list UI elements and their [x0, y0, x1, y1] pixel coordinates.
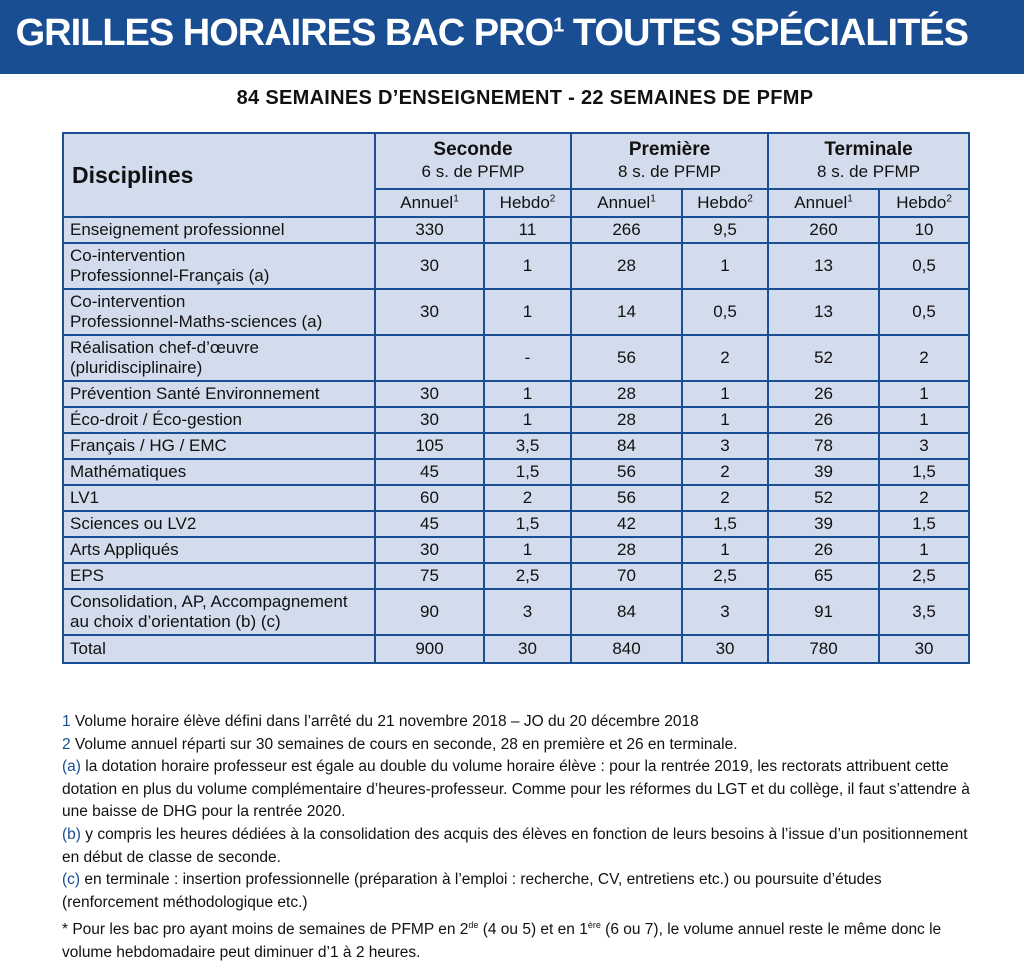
- annuel-cell: 45: [375, 459, 484, 485]
- hebdo-cell: 3: [682, 433, 768, 459]
- annuel-cell: 78: [768, 433, 879, 459]
- table-row: [63, 589, 969, 635]
- table-row: [63, 243, 969, 289]
- disciplines-header: Disciplines: [63, 133, 375, 217]
- annuel-cell: 26: [768, 537, 879, 563]
- hebdo-cell: 10: [879, 217, 969, 243]
- hebdo-cell: 1: [682, 407, 768, 433]
- hebdo-cell: 3,5: [879, 589, 969, 635]
- footnote: (b) y compris les heures dédiées à la consolidation des acquis des élèves en fonction de leurs besoins à l’issue d’un positionnement en début de classe de seconde.: [62, 825, 968, 866]
- annuel-cell: 900: [375, 635, 484, 663]
- annuel-cell: 91: [768, 589, 879, 635]
- annuel-cell: 56: [571, 335, 682, 381]
- hebdo-cell: 1: [682, 381, 768, 407]
- hebdo-cell: 2: [484, 485, 571, 511]
- hebdo-cell: 1,5: [879, 459, 969, 485]
- annuel-cell: 330: [375, 217, 484, 243]
- hebdo-cell: 0,5: [682, 289, 768, 335]
- discipline-label: Français / HG / EMC: [63, 433, 375, 459]
- table-row: [63, 433, 969, 459]
- hebdo-cell: 1: [879, 537, 969, 563]
- annuel-cell: 105: [375, 433, 484, 459]
- hebdo-cell: 2: [682, 485, 768, 511]
- annuel-cell: 30: [375, 537, 484, 563]
- hebdo-cell: 30: [682, 635, 768, 663]
- level-header-seconde: Seconde 6 s. de PFMP: [375, 133, 571, 189]
- discipline-label: Total: [63, 635, 375, 663]
- annuel-cell: 14: [571, 289, 682, 335]
- annuel-header: Annuel$^1$: [768, 189, 879, 217]
- discipline-label: LV1: [63, 485, 375, 511]
- table-row: [63, 407, 969, 433]
- annuel-cell: 28: [571, 243, 682, 289]
- hebdo-cell: 1: [682, 243, 768, 289]
- hebdo-cell: 1: [879, 381, 969, 407]
- annuel-cell: [375, 335, 484, 381]
- annuel-cell: 13: [768, 243, 879, 289]
- hebdo-cell: 1,5: [484, 511, 571, 537]
- hebdo-cell: -: [484, 335, 571, 381]
- hebdo-header: Hebdo$^2$: [484, 189, 571, 217]
- annuel-cell: 39: [768, 511, 879, 537]
- hebdo-cell: 30: [879, 635, 969, 663]
- hebdo-cell: 1: [484, 243, 571, 289]
- discipline-label: Sciences ou LV2: [63, 511, 375, 537]
- page-title: GRILLES HORAIRES BAC PRO$^1$ TOUTES SPÉCIALITÉS: [15, 12, 968, 54]
- discipline-label: EPS: [63, 563, 375, 589]
- annuel-cell: 780: [768, 635, 879, 663]
- hebdo-cell: 1,5: [682, 511, 768, 537]
- table-row: [63, 289, 969, 335]
- annuel-cell: 52: [768, 335, 879, 381]
- annuel-header: Annuel$^1$: [571, 189, 682, 217]
- title-banner: [0, 0, 1024, 74]
- discipline-label: Mathématiques: [63, 459, 375, 485]
- hebdo-cell: 2: [682, 459, 768, 485]
- hebdo-cell: 2,5: [682, 563, 768, 589]
- level-header-premiere: Première 8 s. de PFMP: [571, 133, 768, 189]
- hebdo-cell: 1,5: [484, 459, 571, 485]
- table-row: [63, 537, 969, 563]
- hebdo-cell: 30: [484, 635, 571, 663]
- hebdo-cell: 3: [682, 589, 768, 635]
- timetable-grid: [62, 132, 970, 664]
- page-subtitle: 84 SEMAINES D’ENSEIGNEMENT - 22 SEMAINES DE PFMP: [236, 87, 814, 109]
- total-row: [63, 635, 969, 663]
- hebdo-cell: 2: [682, 335, 768, 381]
- level-header-terminale: Terminale 8 s. de PFMP: [768, 133, 969, 189]
- annuel-cell: 26: [768, 407, 879, 433]
- table-row: [63, 459, 969, 485]
- discipline-label: Co-intervention Professionnel-Français (a): [63, 243, 375, 289]
- table-row: [63, 485, 969, 511]
- annuel-cell: 42: [571, 511, 682, 537]
- annuel-cell: 260: [768, 217, 879, 243]
- hebdo-cell: 3: [484, 589, 571, 635]
- hebdo-header: Hebdo$^2$: [682, 189, 768, 217]
- annuel-cell: 84: [571, 433, 682, 459]
- annuel-cell: 75: [375, 563, 484, 589]
- discipline-label: Réalisation chef-d’œuvre (pluridisciplinaire): [63, 335, 375, 381]
- table-row: [63, 217, 969, 243]
- annuel-cell: 70: [571, 563, 682, 589]
- footnote: (c) en terminale : insertion professionnelle (préparation à l’emploi : recherche, CV, entretiens etc.) ou poursuite d’études (renforcement méthodologique etc.): [62, 871, 882, 911]
- discipline-label: Co-intervention Professionnel-Maths-sciences (a): [63, 289, 375, 335]
- hebdo-cell: 1: [484, 537, 571, 563]
- annuel-cell: 30: [375, 407, 484, 433]
- annuel-cell: 45: [375, 511, 484, 537]
- annuel-cell: 60: [375, 485, 484, 511]
- annuel-cell: 84: [571, 589, 682, 635]
- annuel-cell: 56: [571, 459, 682, 485]
- footnote-star: * Pour les bac pro ayant moins de semaines de PFMP en 2de (4 ou 5) et en 1ère (6 ou 7), le volume annuel reste le même donc le volume hebdomadaire peut diminuer d’1 à 2 heures.: [62, 920, 942, 962]
- table-row: [63, 381, 969, 407]
- annuel-cell: 65: [768, 563, 879, 589]
- discipline-label: Consolidation, AP, Accompagnement au choix d’orientation (b) (c): [63, 589, 375, 635]
- footnotes: [62, 711, 982, 965]
- hebdo-cell: 1: [682, 537, 768, 563]
- footnote: (a) la dotation horaire professeur est égale au double du volume horaire élève : pour la rentrée 2019, les rectorats attribuent cette dotation en plus du volume complémentaire d’heures-professeur. Comme pour les réformes du LGT et du collège, il faut s’attendre à une baisse de DHG pour la rentrée 2020.: [62, 758, 970, 821]
- annuel-cell: 30: [375, 243, 484, 289]
- footnote: 1 Volume horaire élève défini dans l’arrêté du 21 novembre 2018 – JO du 20 décembre 2018: [62, 713, 699, 730]
- annuel-cell: 30: [375, 289, 484, 335]
- annuel-header: Annuel$^1$: [375, 189, 484, 217]
- discipline-label: Éco-droit / Éco-gestion: [63, 407, 375, 433]
- annuel-cell: 28: [571, 537, 682, 563]
- hebdo-cell: 11: [484, 217, 571, 243]
- annuel-cell: 266: [571, 217, 682, 243]
- discipline-label: Arts Appliqués: [63, 537, 375, 563]
- discipline-label: Prévention Santé Environnement: [63, 381, 375, 407]
- table-row: [63, 563, 969, 589]
- annuel-cell: 39: [768, 459, 879, 485]
- hebdo-cell: 0,5: [879, 289, 969, 335]
- hebdo-cell: 3: [879, 433, 969, 459]
- hebdo-header: Hebdo$^2$: [879, 189, 969, 217]
- annuel-cell: 30: [375, 381, 484, 407]
- annuel-cell: 13: [768, 289, 879, 335]
- hebdo-cell: 1: [484, 381, 571, 407]
- annuel-cell: 840: [571, 635, 682, 663]
- annuel-cell: 28: [571, 407, 682, 433]
- hebdo-cell: 2,5: [484, 563, 571, 589]
- annuel-cell: 56: [571, 485, 682, 511]
- discipline-label: Enseignement professionnel: [63, 217, 375, 243]
- hebdo-cell: 0,5: [879, 243, 969, 289]
- hebdo-cell: 2: [879, 485, 969, 511]
- annuel-cell: 26: [768, 381, 879, 407]
- hebdo-cell: 1,5: [879, 511, 969, 537]
- hebdo-cell: 9,5: [682, 217, 768, 243]
- footnote: 2 Volume annuel réparti sur 30 semaines de cours en seconde, 28 en première et 26 en terminale.: [62, 735, 738, 753]
- annuel-cell: 90: [375, 589, 484, 635]
- annuel-cell: 28: [571, 381, 682, 407]
- table-row: [63, 511, 969, 537]
- hebdo-cell: 3,5: [484, 433, 571, 459]
- hebdo-cell: 1: [879, 407, 969, 433]
- hebdo-cell: 1: [484, 407, 571, 433]
- hebdo-cell: 2,5: [879, 563, 969, 589]
- annuel-cell: 52: [768, 485, 879, 511]
- table-row: [63, 335, 969, 381]
- hebdo-cell: 2: [879, 335, 969, 381]
- hebdo-cell: 1: [484, 289, 571, 335]
